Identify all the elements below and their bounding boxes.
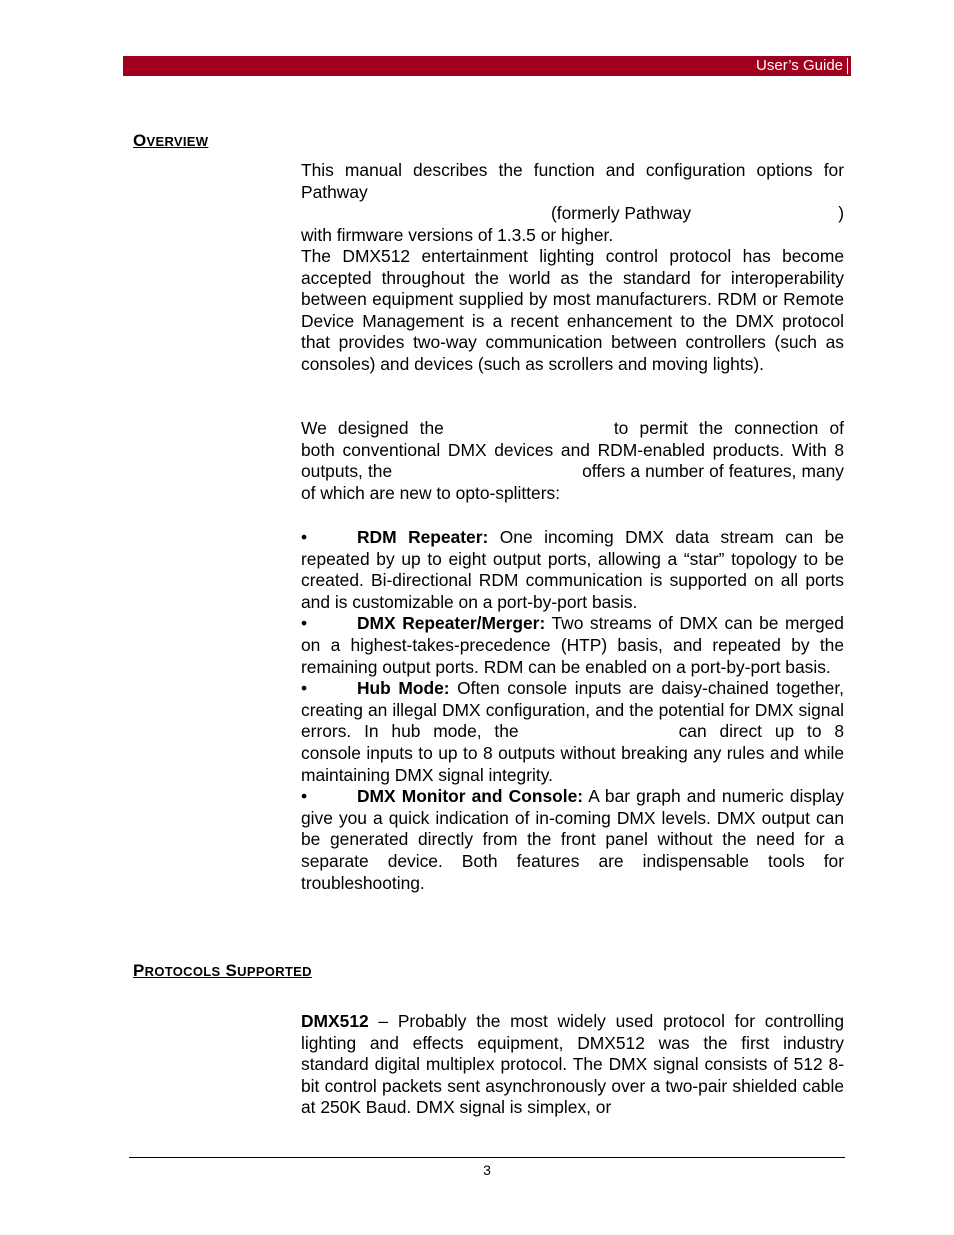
feature-list	[301, 527, 844, 894]
p1-formerly: (formerly Pathway	[551, 203, 692, 224]
bullet-text: Often console inputs are daisy-chained together, creating an illegal DMX configuration, and the potential for DMX signal errors. In hub mode, the	[301, 678, 844, 742]
overview-heading-initial: O	[133, 131, 147, 150]
bullet-icon: •	[301, 678, 308, 699]
p3-part-b: to permit the connection of both conventional DMX devices and RDM-enabled products. With 8 outputs, the	[301, 418, 845, 482]
bullet-icon: •	[301, 786, 308, 807]
protocols-heading-upported: UPPORTED	[237, 964, 312, 979]
bullet-title: RDM Repeater:	[357, 527, 489, 547]
overview-paragraph-1	[301, 160, 844, 246]
p3-part-a: We designed the	[301, 418, 444, 438]
overview-paragraph-2: The DMX512 entertainment lighting control protocol has become accepted throughout the world as the standard for interoperability between equipment supplied by most manufacturers. RDM or Remote Device Management is a recent enhancement to the DMX protocol that provides two-way communication between controllers (such as consoles) and devices (such as scrollers and moving lights).	[301, 246, 844, 374]
protocols-heading-rotocols: ROTOCOLS	[144, 964, 221, 979]
bullet-title: DMX Repeater/Merger:	[357, 613, 546, 634]
dmx512-text: – Probably the most widely used protocol for controlling lighting and effects equipment, DMX512 was the first industry standard digital multiplex protocol. The DMX signal consists of 512 8-bit control packets sent asynchronously over a two-pair shielded cable at 250K Baud. DMX signal is simplex, or	[301, 1011, 844, 1118]
list-item	[301, 527, 844, 613]
protocols-heading-s: S	[225, 961, 238, 980]
footer-rule	[129, 1157, 845, 1158]
bullet-text: A bar graph and numeric display give you a quick indication of in-coming DMX levels. DMX output can be generated directly from the front panel without the need for a separate device. Both features are indispensable tools for troubleshooting.	[301, 786, 844, 893]
page-number: 3	[483, 1162, 491, 1178]
bullet-text-cont: can direct up to 8 console inputs to up to 8 outputs without breaking any rules and while maintaining DMX signal integrity.	[301, 721, 844, 785]
p3-part-c: offers a number of features, many of which are new to opto-splitters:	[301, 461, 844, 503]
p1-close-paren: )	[838, 203, 844, 224]
list-item	[301, 786, 844, 894]
bullet-title: Hub Mode:	[357, 678, 450, 699]
p1-line-2	[301, 203, 844, 225]
header-title: User’s Guide	[756, 57, 843, 74]
bullet-text: One incoming DMX data stream can be repeated by up to eight output ports, allowing a “star” topology to be created. Bi-directional RDM communication is supported on all ports and is customizable on a port-by-port basis.	[301, 527, 845, 612]
list-item	[301, 613, 844, 678]
bullet-text: Two streams of DMX can be merged on a highest-takes-precedence (HTP) basis, and repeated by the remaining output ports. RDM can be enabled on a port-by-port basis.	[301, 613, 844, 677]
overview-paragraph-3	[301, 418, 844, 504]
bullet-icon: •	[301, 527, 308, 547]
bullet-icon: •	[301, 613, 308, 634]
header-bar	[123, 56, 851, 76]
dmx512-paragraph	[301, 1011, 844, 1119]
p1-line-a: This manual describes the function and configuration options for Pathway	[301, 160, 844, 202]
list-item	[301, 678, 844, 786]
bullet-title: DMX Monitor and Console:	[357, 786, 584, 807]
protocols-heading-p: P	[133, 961, 145, 980]
protocols-heading	[133, 961, 312, 981]
overview-heading-rest: VERVIEW	[146, 134, 209, 149]
p1-firmware: with firmware versions of 1.3.5 or higher.	[301, 224, 614, 245]
dmx512-title: DMX512	[301, 1011, 369, 1031]
overview-heading	[133, 131, 208, 151]
